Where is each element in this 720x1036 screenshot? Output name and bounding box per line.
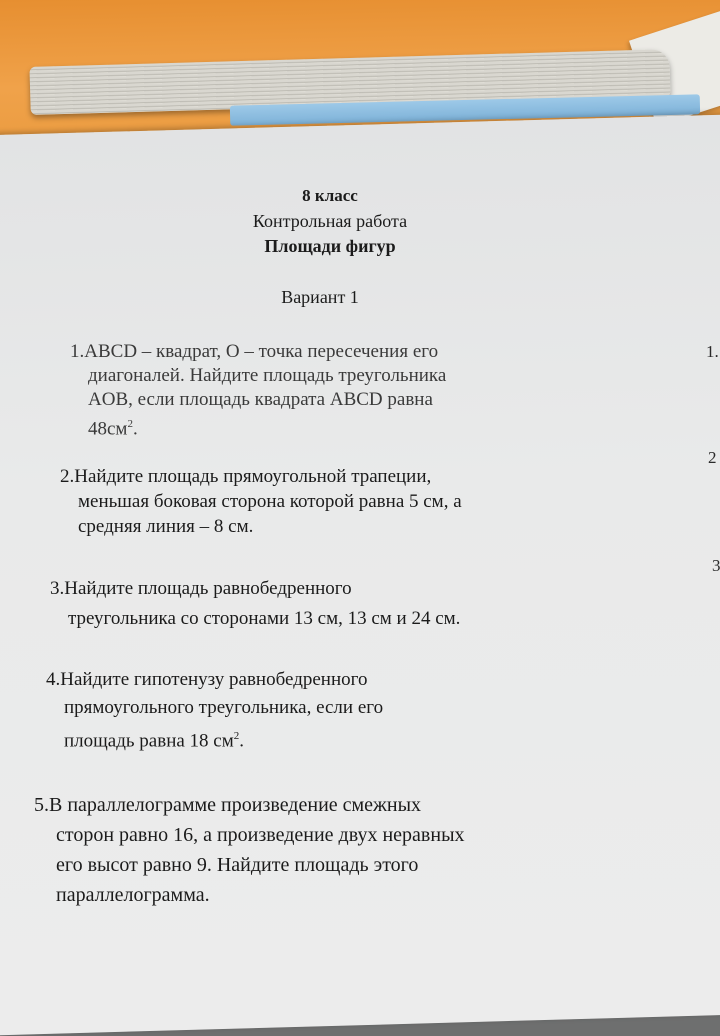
task-4 [46, 666, 581, 755]
right-column-number-2: 2 [708, 448, 717, 467]
task-5-line-4: параллелограмма. [56, 884, 210, 906]
task-1-line-2: диагоналей. Найдите площадь треугольника [88, 365, 447, 386]
task-3-line-2: треугольника со сторонами 13 см, 13 см и 24 см. [68, 608, 461, 629]
right-column-number-3: 3 [712, 556, 720, 575]
work-title: Контрольная работа [252, 211, 408, 231]
task-1-number: 1. [70, 341, 85, 362]
task-2-number: 2. [60, 466, 75, 487]
task-5-line-3: его высот равно 9. Найдите площадь этого [56, 854, 419, 876]
topic-title: Площади фигур [264, 236, 396, 256]
task-1-line-3: AOB, если площадь квадрата ABCD равна [88, 389, 433, 410]
task-2-line-1: 2.Найдите площадь прямоугольной трапеции, [60, 466, 432, 487]
task-2-line-3: средняя линия – 8 см. [78, 516, 254, 537]
task-2-line-2: меньшая боковая сторона которой равна 5 см, а [78, 491, 462, 512]
task-1 [70, 340, 575, 441]
task-3 [50, 574, 575, 634]
task-4-line-3: площадь равна 18 $см^2$. [64, 730, 245, 752]
variant-title: Вариант 1 [281, 287, 359, 307]
task-1-line-4: $48см^2$. [88, 418, 138, 440]
task-5-number: 5. [34, 794, 49, 816]
task-4-line-1: 4.Найдите гипотенузу равнобедренного [46, 669, 368, 690]
task-3-number: 3. [50, 578, 65, 599]
task-3-line-1: 3.Найдите площадь равнобедренного [50, 578, 352, 599]
task-5-line-2: сторон равно 16, а произведение двух неравных [56, 824, 465, 846]
task-1-line-1: 1.ABCD – квадрат, O – точка пересечения его [70, 341, 439, 362]
task-5 [34, 790, 584, 910]
grade-title: 8 класс [302, 186, 358, 205]
task-4-line-2: прямоугольного треугольника, если его [64, 697, 384, 718]
task-5-line-1: 5.В параллелограмме произведение смежных [34, 794, 422, 816]
task-2 [60, 464, 580, 539]
task-4-number: 4. [46, 669, 61, 690]
right-column-number-1: 1. [706, 342, 719, 361]
